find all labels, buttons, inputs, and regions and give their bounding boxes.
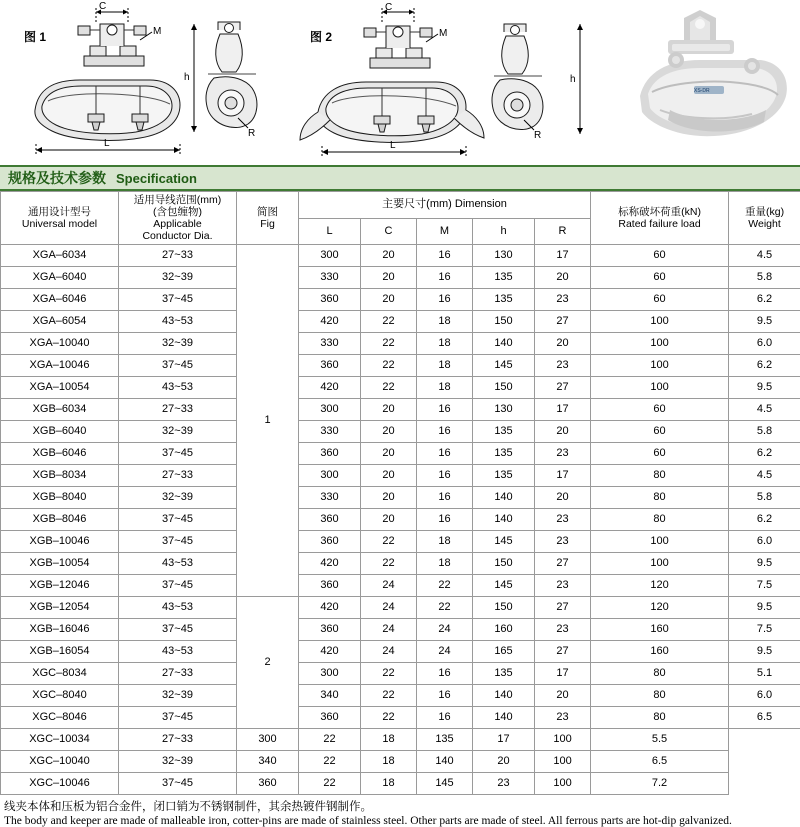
cell-dim-r: 27	[535, 597, 591, 619]
cell-dim-l: 360	[299, 443, 361, 465]
cell-conductor-range: 43~53	[119, 597, 237, 619]
col-header-dim-h: h	[473, 218, 535, 245]
cell-model: XGB–8046	[1, 509, 119, 531]
cell-rated-failure-load: 100	[591, 311, 729, 333]
cell-rated-failure-load: 60	[591, 289, 729, 311]
table-row	[1, 289, 800, 311]
figure-2-label: 图 2	[310, 28, 332, 45]
cell-model: XGB–16046	[1, 619, 119, 641]
table-row	[1, 663, 800, 685]
cell-dim-m: 18	[417, 355, 473, 377]
cell-dim-l: 360	[299, 575, 361, 597]
cell-conductor-range: 27~33	[119, 663, 237, 685]
cell-dim-h: 140	[473, 509, 535, 531]
cell-dim-r: 23	[535, 707, 591, 729]
cell-dim-c: 22	[361, 377, 417, 399]
cell-dim-l: 420	[299, 553, 361, 575]
cell-dim-l: 330	[299, 267, 361, 289]
cell-dim-h: 145	[473, 355, 535, 377]
cell-dim-r: 20	[535, 421, 591, 443]
cell-weight: 9.5	[729, 311, 800, 333]
cell-rated-failure-load: 100	[535, 751, 591, 773]
fig2-dim-l: L	[390, 140, 396, 151]
table-row	[1, 311, 800, 333]
cell-dim-m: 18	[417, 531, 473, 553]
table-row	[1, 575, 800, 597]
cell-rated-failure-load: 100	[591, 355, 729, 377]
cell-dim-c: 24	[361, 597, 417, 619]
cell-dim-l: 420	[299, 377, 361, 399]
cell-model: XGB–10046	[1, 531, 119, 553]
cell-dim-m: 24	[417, 641, 473, 663]
cell-dim-m: 18	[361, 773, 417, 795]
cell-dim-h: 140	[473, 333, 535, 355]
cell-dim-c: 22	[361, 553, 417, 575]
cell-model: XGB–8040	[1, 487, 119, 509]
cell-dim-h: 150	[473, 377, 535, 399]
cell-fig: 1	[237, 245, 299, 597]
cell-conductor-range: 43~53	[119, 377, 237, 399]
cell-conductor-range: 37~45	[119, 531, 237, 553]
cell-conductor-range: 27~33	[119, 465, 237, 487]
cell-weight: 6.2	[729, 289, 800, 311]
cell-model: XGC–8040	[1, 685, 119, 707]
cell-dim-m: 16	[417, 487, 473, 509]
cell-weight: 6.0	[729, 333, 800, 355]
cell-dim-r: 23	[535, 619, 591, 641]
cell-dim-c: 20	[361, 487, 417, 509]
cell-dim-c: 22	[361, 311, 417, 333]
cell-conductor-range: 37~45	[119, 773, 237, 795]
cell-model: XGB–10054	[1, 553, 119, 575]
table-row	[1, 531, 800, 553]
fig1-dim-l: L	[104, 138, 110, 149]
cell-dim-l: 360	[299, 531, 361, 553]
fig2-dim-h: h	[570, 74, 576, 85]
cell-dim-c: 20	[361, 509, 417, 531]
cell-model: XGB–12054	[1, 597, 119, 619]
col-header-dim-c: C	[361, 218, 417, 245]
table-row	[1, 751, 800, 773]
cell-conductor-range: 32~39	[119, 267, 237, 289]
cell-conductor-range: 37~45	[119, 443, 237, 465]
cell-dim-h: 135	[417, 729, 473, 751]
cell-dim-r: 17	[535, 245, 591, 267]
cell-dim-m: 18	[417, 333, 473, 355]
cell-dim-h: 145	[473, 575, 535, 597]
col-header-dimension-group: 主要尺寸(mm) Dimension	[299, 192, 591, 219]
col-header-dim-l: L	[299, 218, 361, 245]
table-body	[1, 245, 800, 795]
cell-dim-l: 330	[299, 333, 361, 355]
photo-brand-mark: XS-DR	[694, 88, 710, 94]
footer-note-en: The body and keeper are made of malleable iron, cotter-pins are made of stainless steel. Other parts are made of steel. All ferrous parts are hot-dip galvanized.	[4, 815, 796, 827]
table-header-row-1	[1, 192, 800, 219]
cell-rated-failure-load: 80	[591, 663, 729, 685]
specification-table	[0, 191, 800, 795]
cell-weight: 9.5	[729, 377, 800, 399]
cell-dim-m: 16	[417, 663, 473, 685]
cell-dim-c: 22	[299, 773, 361, 795]
cell-rated-failure-load: 100	[591, 333, 729, 355]
cell-model: XGA–10046	[1, 355, 119, 377]
cell-dim-c: 22	[361, 663, 417, 685]
cell-conductor-range: 43~53	[119, 311, 237, 333]
cell-dim-r: 20	[535, 685, 591, 707]
footer-note-cn: 线夹本体和压板为铝合金件，闭口销为不锈钢制件，其余热镀件钢制作。	[4, 798, 796, 814]
cell-rated-failure-load: 80	[591, 487, 729, 509]
cell-dim-l: 360	[299, 619, 361, 641]
cell-weight: 9.5	[729, 641, 800, 663]
cell-dim-l: 300	[299, 663, 361, 685]
cell-model: XGC–8046	[1, 707, 119, 729]
cell-conductor-range: 27~33	[119, 245, 237, 267]
cell-weight: 7.2	[591, 773, 729, 795]
table-row	[1, 509, 800, 531]
cell-rated-failure-load: 60	[591, 267, 729, 289]
cell-conductor-range: 37~45	[119, 707, 237, 729]
cell-dim-h: 140	[473, 707, 535, 729]
cell-dim-c: 22	[361, 333, 417, 355]
cell-dim-c: 24	[361, 619, 417, 641]
cell-weight: 5.8	[729, 267, 800, 289]
table-row	[1, 333, 800, 355]
cell-rated-failure-load: 160	[591, 619, 729, 641]
cell-fig: 2	[237, 597, 299, 729]
cell-weight: 6.2	[729, 509, 800, 531]
cell-model: XGC–10046	[1, 773, 119, 795]
cell-model: XGA–6054	[1, 311, 119, 333]
cell-dim-m: 16	[417, 465, 473, 487]
table-row	[1, 355, 800, 377]
cell-weight: 4.5	[729, 245, 800, 267]
cell-dim-c: 22	[299, 729, 361, 751]
specification-title-en: Specification	[116, 171, 197, 186]
cell-model: XGB–6046	[1, 443, 119, 465]
cell-dim-h: 160	[473, 619, 535, 641]
cell-conductor-range: 37~45	[119, 355, 237, 377]
cell-conductor-range: 43~53	[119, 641, 237, 663]
cell-dim-m: 16	[417, 399, 473, 421]
cell-dim-l: 360	[299, 289, 361, 311]
specification-title-cn: 规格及技术参数	[8, 168, 106, 188]
cell-dim-c: 24	[361, 575, 417, 597]
cell-dim-r: 17	[535, 399, 591, 421]
table-row	[1, 553, 800, 575]
cell-dim-c: 20	[361, 421, 417, 443]
cell-conductor-range: 43~53	[119, 553, 237, 575]
cell-dim-h: 135	[473, 443, 535, 465]
cell-dim-m: 16	[417, 421, 473, 443]
table-row	[1, 443, 800, 465]
cell-conductor-range: 37~45	[119, 509, 237, 531]
cell-rated-failure-load: 120	[591, 575, 729, 597]
cell-weight: 7.5	[729, 619, 800, 641]
cell-weight: 6.0	[729, 531, 800, 553]
cell-dim-h: 135	[473, 421, 535, 443]
table-row	[1, 729, 800, 751]
cell-dim-c: 20	[361, 399, 417, 421]
cell-dim-l: 300	[299, 465, 361, 487]
cell-dim-m: 22	[417, 575, 473, 597]
cell-dim-l: 360	[237, 773, 299, 795]
cell-dim-l: 360	[299, 509, 361, 531]
cell-rated-failure-load: 80	[591, 509, 729, 531]
cell-dim-r: 23	[535, 509, 591, 531]
figure-1-label: 图 1	[24, 28, 46, 45]
cell-dim-c: 20	[361, 267, 417, 289]
cell-dim-c: 20	[361, 289, 417, 311]
table-row	[1, 399, 800, 421]
cell-conductor-range: 37~45	[119, 619, 237, 641]
cell-dim-h: 145	[473, 531, 535, 553]
cell-dim-r: 20	[535, 487, 591, 509]
cell-conductor-range: 32~39	[119, 487, 237, 509]
cell-weight: 4.5	[729, 465, 800, 487]
cell-dim-r: 23	[535, 355, 591, 377]
cell-model: XGC–10040	[1, 751, 119, 773]
cell-dim-m: 16	[417, 685, 473, 707]
cell-dim-r: 17	[535, 663, 591, 685]
table-row	[1, 245, 800, 267]
cell-conductor-range: 32~39	[119, 685, 237, 707]
table-row	[1, 465, 800, 487]
cell-model: XGB–6040	[1, 421, 119, 443]
cell-rated-failure-load: 120	[591, 597, 729, 619]
cell-dim-h: 130	[473, 245, 535, 267]
cell-dim-h: 140	[473, 685, 535, 707]
cell-weight: 5.5	[591, 729, 729, 751]
cell-dim-h: 150	[473, 311, 535, 333]
cell-dim-h: 135	[473, 267, 535, 289]
cell-dim-m: 18	[417, 553, 473, 575]
cell-dim-m: 24	[417, 619, 473, 641]
cell-conductor-range: 37~45	[119, 289, 237, 311]
cell-dim-m: 18	[417, 311, 473, 333]
cell-dim-r: 23	[473, 773, 535, 795]
cell-dim-h: 135	[473, 663, 535, 685]
cell-dim-l: 340	[237, 751, 299, 773]
cell-dim-l: 420	[299, 597, 361, 619]
cell-rated-failure-load: 100	[535, 729, 591, 751]
table-row	[1, 707, 800, 729]
cell-dim-m: 18	[361, 751, 417, 773]
table-row	[1, 487, 800, 509]
cell-dim-r: 20	[535, 267, 591, 289]
col-header-weight: 重量(kg) Weight	[729, 192, 800, 245]
col-header-model: 通用设计型号 Universal model	[1, 192, 119, 245]
cell-dim-h: 140	[473, 487, 535, 509]
cell-model: XGA–6034	[1, 245, 119, 267]
cell-rated-failure-load: 60	[591, 245, 729, 267]
cell-weight: 9.5	[729, 597, 800, 619]
cell-weight: 6.2	[729, 443, 800, 465]
cell-dim-l: 300	[299, 399, 361, 421]
table-row	[1, 773, 800, 795]
table-row	[1, 377, 800, 399]
cell-rated-failure-load: 80	[591, 465, 729, 487]
cell-dim-r: 23	[535, 289, 591, 311]
cell-dim-r: 23	[535, 443, 591, 465]
col-header-conductor: 适用导线范围(mm) (含包缠物) Applicable Conductor Dia.	[119, 192, 237, 245]
cell-dim-m: 16	[417, 267, 473, 289]
cell-conductor-range: 37~45	[119, 575, 237, 597]
cell-weight: 6.5	[591, 751, 729, 773]
cell-model: XGC–10034	[1, 729, 119, 751]
cell-dim-r: 27	[535, 641, 591, 663]
cell-weight: 7.5	[729, 575, 800, 597]
cell-dim-l: 360	[299, 355, 361, 377]
col-header-rated-failure-load: 标称破坏荷重(kN) Rated failure load	[591, 192, 729, 245]
cell-weight: 4.5	[729, 399, 800, 421]
cell-dim-c: 22	[361, 685, 417, 707]
cell-dim-r: 27	[535, 377, 591, 399]
technical-drawings-panel	[0, 0, 800, 165]
cell-dim-r: 23	[535, 575, 591, 597]
cell-conductor-range: 32~39	[119, 751, 237, 773]
drawing-illustrations	[0, 0, 800, 165]
cell-dim-r: 20	[473, 751, 535, 773]
col-header-dim-m: M	[417, 218, 473, 245]
cell-model: XGA–6040	[1, 267, 119, 289]
cell-conductor-range: 32~39	[119, 421, 237, 443]
cell-weight: 9.5	[729, 553, 800, 575]
cell-model: XGB–16054	[1, 641, 119, 663]
cell-dim-h: 145	[417, 773, 473, 795]
cell-weight: 5.8	[729, 487, 800, 509]
fig2-dim-r: R	[534, 130, 541, 141]
cell-dim-h: 135	[473, 465, 535, 487]
specification-section-header	[0, 165, 800, 191]
cell-dim-l: 340	[299, 685, 361, 707]
cell-model: XGA–10040	[1, 333, 119, 355]
fig2-dim-c: C	[385, 2, 392, 13]
fig2-dim-m: M	[439, 28, 447, 39]
cell-dim-l: 360	[299, 707, 361, 729]
fig1-dim-c: C	[99, 1, 106, 12]
cell-rated-failure-load: 60	[591, 421, 729, 443]
table-row	[1, 619, 800, 641]
cell-rated-failure-load: 100	[591, 531, 729, 553]
cell-dim-m: 16	[417, 289, 473, 311]
cell-rated-failure-load: 60	[591, 399, 729, 421]
cell-dim-h: 140	[417, 751, 473, 773]
cell-dim-h: 135	[473, 289, 535, 311]
cell-dim-c: 22	[361, 531, 417, 553]
cell-dim-c: 22	[299, 751, 361, 773]
fig1-dim-r: R	[248, 128, 255, 139]
cell-dim-m: 16	[417, 443, 473, 465]
cell-rated-failure-load: 100	[591, 377, 729, 399]
cell-dim-m: 18	[417, 377, 473, 399]
fig1-dim-h: h	[184, 72, 190, 83]
cell-weight: 5.1	[729, 663, 800, 685]
cell-dim-c: 22	[361, 355, 417, 377]
cell-rated-failure-load: 60	[591, 443, 729, 465]
cell-dim-c: 20	[361, 465, 417, 487]
cell-dim-h: 165	[473, 641, 535, 663]
cell-dim-r: 23	[535, 531, 591, 553]
cell-conductor-range: 27~33	[119, 399, 237, 421]
cell-rated-failure-load: 80	[591, 707, 729, 729]
cell-dim-h: 150	[473, 553, 535, 575]
cell-dim-l: 300	[299, 245, 361, 267]
cell-dim-l: 330	[299, 421, 361, 443]
cell-rated-failure-load: 100	[591, 553, 729, 575]
cell-dim-c: 24	[361, 641, 417, 663]
cell-dim-r: 27	[535, 553, 591, 575]
cell-dim-r: 20	[535, 333, 591, 355]
cell-dim-l: 300	[237, 729, 299, 751]
cell-dim-m: 16	[417, 245, 473, 267]
fig1-dim-m: M	[153, 26, 161, 37]
cell-model: XGB–6034	[1, 399, 119, 421]
cell-dim-m: 16	[417, 707, 473, 729]
footer-notes	[0, 795, 800, 827]
cell-dim-c: 20	[361, 245, 417, 267]
table-row	[1, 267, 800, 289]
cell-dim-c: 20	[361, 443, 417, 465]
cell-dim-h: 150	[473, 597, 535, 619]
cell-dim-l: 420	[299, 641, 361, 663]
table-row	[1, 597, 800, 619]
cell-dim-l: 420	[299, 311, 361, 333]
cell-rated-failure-load: 80	[591, 685, 729, 707]
cell-model: XGA–6046	[1, 289, 119, 311]
cell-dim-l: 330	[299, 487, 361, 509]
cell-rated-failure-load: 160	[591, 641, 729, 663]
cell-model: XGB–8034	[1, 465, 119, 487]
cell-rated-failure-load: 100	[535, 773, 591, 795]
col-header-fig: 简图 Fig	[237, 192, 299, 245]
cell-model: XGA–10054	[1, 377, 119, 399]
cell-dim-r: 17	[473, 729, 535, 751]
cell-weight: 5.8	[729, 421, 800, 443]
table-row	[1, 641, 800, 663]
cell-dim-c: 22	[361, 707, 417, 729]
cell-weight: 6.5	[729, 707, 800, 729]
cell-conductor-range: 32~39	[119, 333, 237, 355]
cell-weight: 6.2	[729, 355, 800, 377]
cell-dim-m: 22	[417, 597, 473, 619]
col-header-dim-r: R	[535, 218, 591, 245]
cell-dim-r: 17	[535, 465, 591, 487]
cell-model: XGB–12046	[1, 575, 119, 597]
table-header	[1, 192, 800, 245]
cell-dim-m: 18	[361, 729, 417, 751]
cell-dim-h: 130	[473, 399, 535, 421]
cell-dim-r: 27	[535, 311, 591, 333]
table-row	[1, 685, 800, 707]
table-row	[1, 421, 800, 443]
cell-weight: 6.0	[729, 685, 800, 707]
cell-model: XGC–8034	[1, 663, 119, 685]
cell-conductor-range: 27~33	[119, 729, 237, 751]
cell-dim-m: 16	[417, 509, 473, 531]
